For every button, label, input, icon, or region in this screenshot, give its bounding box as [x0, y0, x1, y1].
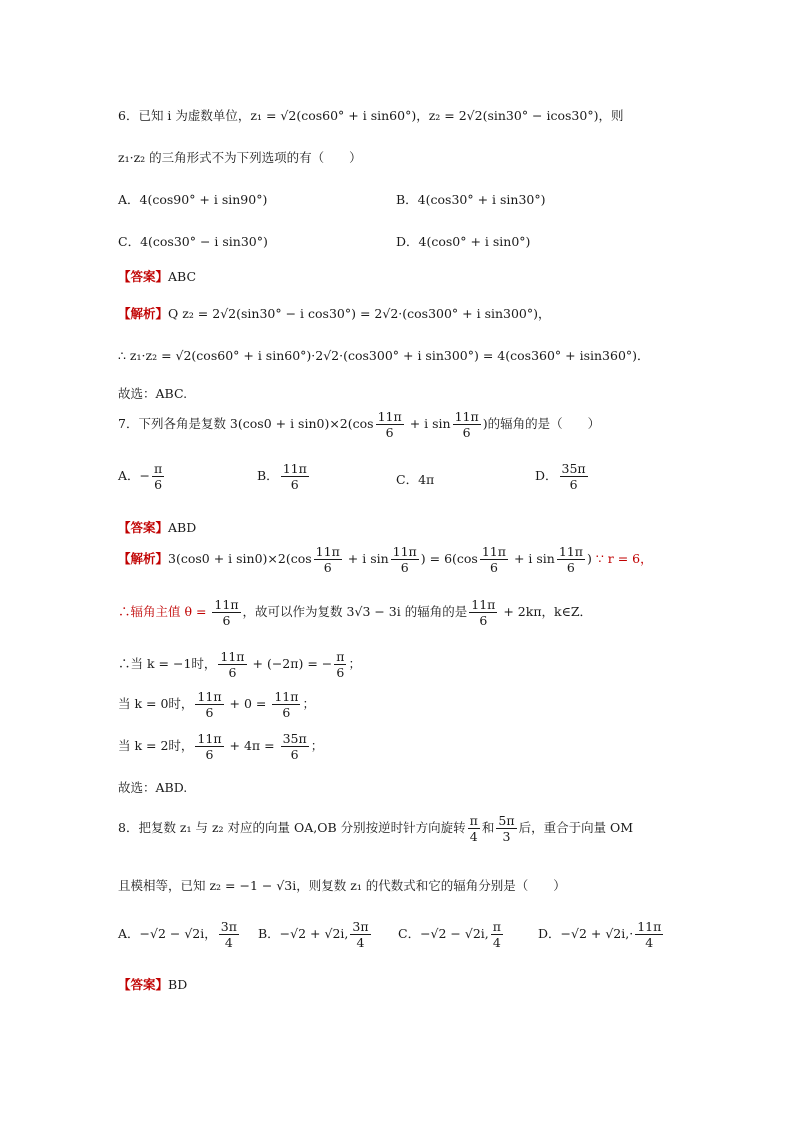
q8-option-d: D．−√2 + √2i,· $\frac{11\pi}{4}$	[538, 919, 662, 951]
q7-stem: 7．下列各角是复数 3(cos0 + i sin0)×2(cos $\frac{11\pi}{6}$ + i sin $\frac{11\pi}{6}$ )的辐角的是（ ）	[118, 409, 601, 441]
q8-stem-line1: 8．把复数 z₁ 与 z₂ 对应的向量 OA,OB 分别按逆时针方向旋转 $\frac{\pi}{4}$ 和 $\frac{5\pi}{3}$ 后，重合于向量 OM	[118, 813, 634, 845]
q8-option-a: A．−√2 − √2i， $\frac{3\pi}{4}$	[118, 919, 237, 951]
analysis-label: 【解析】	[118, 306, 169, 321]
q7-option-d: D． $\frac{35\pi}{6}$	[535, 461, 586, 493]
answer-label: 【答案】	[118, 269, 169, 284]
q6-option-b: B．4(cos30° + i sin30°)	[396, 192, 546, 207]
q6-answer	[118, 271, 196, 284]
answer-value: BD	[168, 977, 188, 992]
q6-stem-line1: 6．已知 i 为虚数单位，z₁ = √2(cos60° + i sin60°)，z₂ = 2√2(sin30° − icos30°)，则	[118, 108, 624, 123]
q7-option-c: C．4π	[396, 472, 435, 487]
analysis-label: 【解析】	[118, 551, 169, 567]
q8-option-b: B．−√2 + √2i, $\frac{3\pi}{4}$	[258, 919, 369, 951]
answer-value: ABC	[168, 269, 197, 284]
answer-value: ABD	[168, 520, 197, 535]
q6-option-d: D．4(cos0° + i sin0°)	[396, 234, 531, 249]
q7-option-b: B． $\frac{11\pi}{6}$	[257, 461, 307, 493]
q8-stem-line2: 且模相等，已知 z₂ = −1 − √3i，则复数 z₁ 的代数式和它的辐角分别是（ ）	[118, 878, 566, 893]
q6-analysis-line1: 【解析】Q z₂ = 2√2(sin30° − i cos30°) = 2√2·(cos300° + i sin300°)，	[118, 306, 551, 321]
q8-option-c: C．−√2 − √2i, $\frac{\pi}{4}$	[398, 919, 501, 951]
q7-answer	[118, 522, 196, 535]
q7-analysis-line3: ∴当 k = −1时， $\frac{11\pi}{6}$ + (−2π) = − $\frac{\pi}{6}$ ；	[118, 649, 361, 681]
q7-analysis-line1: 【解析】3(cos0 + i sin0)×2(cos $\frac{11\pi}{6}$ + i sin $\frac{11\pi}{6}$ ) = 6(cos $\frac{11\pi}{6}$ + i sin $\frac{11\pi}{6}$ ) ∵ r = 6，	[118, 544, 653, 576]
answer-label: 【答案】	[118, 520, 169, 535]
answer-label: 【答案】	[118, 977, 169, 992]
q6-option-c: C．4(cos30° − i sin30°)	[118, 234, 268, 249]
q6-option-a: A．4(cos90° + i sin90°)	[118, 192, 268, 207]
q7-analysis-line5: 当 k = 2时， $\frac{11\pi}{6}$ + 4π = $\frac{35\pi}{6}$ ；	[118, 731, 324, 763]
q6-analysis-line2: ∴ z₁·z₂ = √2(cos60° + i sin60°)·2√2·(cos300° + i sin300°) = 4(cos360° + isin360°)．	[118, 348, 650, 363]
q6-stem-line2: z₁·z₂ 的三角形式不为下列选项的有（ ）	[118, 150, 362, 165]
q7-analysis-line2: ∴辐角主值 θ = $\frac{11\pi}{6}$ ，故可以作为复数 3√3 − 3i 的辐角的是 $\frac{11\pi}{6}$ + 2kπ，k∈Z．	[118, 597, 593, 629]
q8-answer	[118, 979, 187, 992]
q6-conclusion: 故选：ABC.	[118, 386, 188, 401]
q7-analysis-line4: 当 k = 0时， $\frac{11\pi}{6}$ + 0 = $\frac{11\pi}{6}$ ；	[118, 689, 315, 721]
q7-conclusion: 故选：ABD.	[118, 780, 188, 795]
q7-option-a: A．− $\frac{\pi}{6}$	[118, 461, 163, 493]
